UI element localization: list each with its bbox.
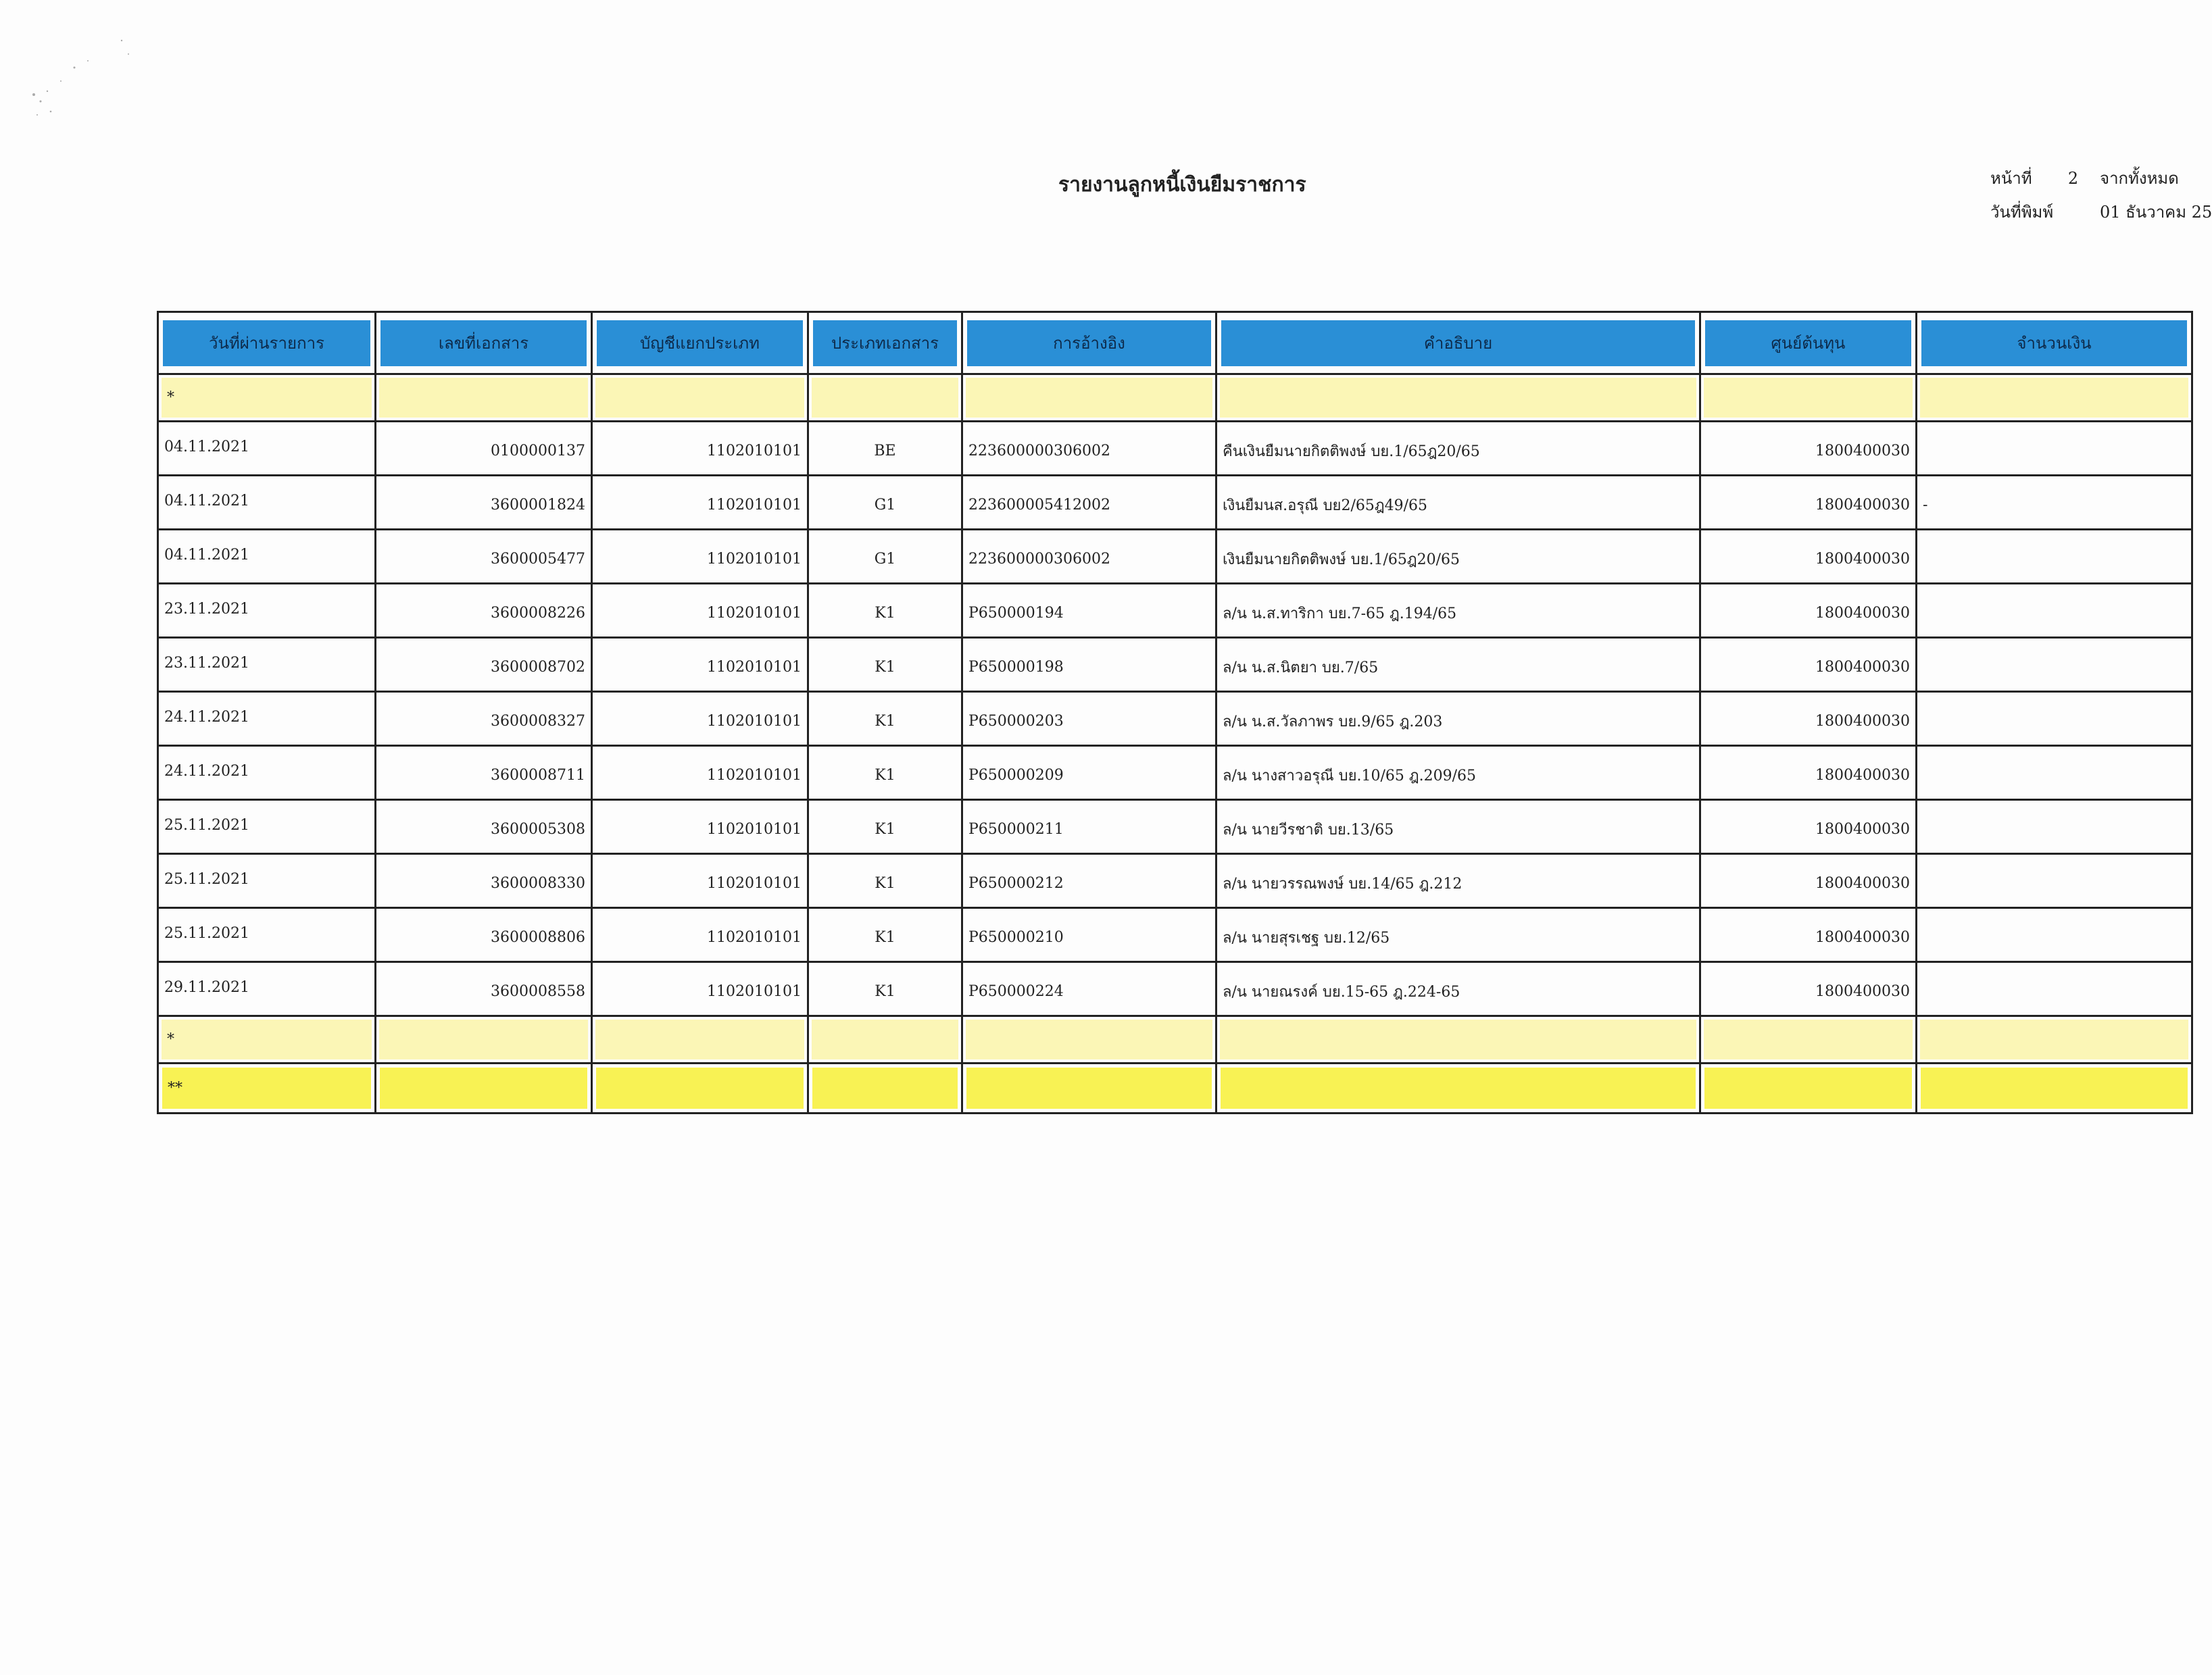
subtotal-cell	[963, 1017, 1217, 1062]
subtotal-cell	[1701, 375, 1917, 420]
report-title: รายงานลูกหนี้เงินยืมราชการ	[1058, 173, 1306, 197]
gl-account-cell: 1102010101	[593, 476, 809, 528]
cost-center-cell: 1800400030	[1701, 530, 1917, 582]
reference-cell: P650000194	[963, 584, 1217, 636]
gl-account-cell: 1102010101	[593, 801, 809, 853]
subtotal-cell	[376, 375, 593, 420]
table-row	[159, 909, 2193, 963]
reference-cell: 223600005412002	[963, 476, 1217, 528]
amount-cell	[1917, 639, 2193, 691]
header-cell	[376, 313, 593, 373]
subtotal-cell	[1917, 375, 2193, 420]
subtotal-cell	[159, 375, 376, 420]
description-cell: ล/น น.ส.ทาริกา บย.7-65 ฎ.194/65	[1217, 584, 1701, 636]
gl-account-cell: 1102010101	[593, 584, 809, 636]
posting-date-cell: 25.11.2021	[159, 801, 376, 853]
subtotal-cell	[1917, 1017, 2193, 1062]
header-document-number: เลขที่เอกสาร	[380, 320, 587, 366]
header-cost-center: ศูนย์ต้นทุน	[1705, 320, 1911, 366]
subtotal-cell	[809, 1017, 963, 1062]
header-cell	[1701, 313, 1917, 373]
document-type-cell: K1	[809, 963, 963, 1015]
amount-cell	[1917, 963, 2193, 1015]
reference-cell: P650000224	[963, 963, 1217, 1015]
debtor-report-table	[157, 311, 2193, 1114]
grand-total-cell	[1217, 1064, 1701, 1112]
header-cell	[809, 313, 963, 373]
grand-total-cell	[376, 1064, 593, 1112]
reference-cell: P650000209	[963, 747, 1217, 799]
document-type-cell: BE	[809, 422, 963, 474]
grand-total-row	[159, 1064, 2193, 1114]
description-cell: เงินยืมนายกิตติพงษ์ บย.1/65ฎ20/65	[1217, 530, 1701, 582]
document-type-cell: K1	[809, 584, 963, 636]
posting-date-cell: 04.11.2021	[159, 476, 376, 528]
table-row	[159, 855, 2193, 909]
header-cell	[1917, 313, 2193, 373]
print-date: 01 ธันวาคม 25	[2100, 203, 2212, 222]
document-type-cell: G1	[809, 476, 963, 528]
grand-total-cell	[1917, 1064, 2193, 1112]
subtotal-cell	[593, 375, 809, 420]
document-number-cell: 3600005477	[376, 530, 593, 582]
header-cell	[1217, 313, 1701, 373]
amount-cell	[1917, 530, 2193, 582]
amount-cell	[1917, 422, 2193, 474]
description-cell: คืนเงินยืมนายกิตติพงษ์ บย.1/65ฎ20/65	[1217, 422, 1701, 474]
header-reference: การอ้างอิง	[967, 320, 1211, 366]
table-row	[159, 747, 2193, 801]
amount-cell	[1917, 693, 2193, 745]
document-type-cell: K1	[809, 909, 963, 961]
subtotal-cell	[1217, 375, 1701, 420]
table-row	[159, 693, 2193, 747]
subtotal-row-top	[159, 375, 2193, 422]
gl-account-cell: 1102010101	[593, 855, 809, 907]
document-type-cell: K1	[809, 639, 963, 691]
gl-account-cell: 1102010101	[593, 693, 809, 745]
description-cell: ล/น นายสุรเชฐ บย.12/65	[1217, 909, 1701, 961]
cost-center-cell: 1800400030	[1701, 639, 1917, 691]
grand-total-cell	[963, 1064, 1217, 1112]
description-cell: ล/น น.ส.วัลภาพร บย.9/65 ฎ.203	[1217, 693, 1701, 745]
cost-center-cell: 1800400030	[1701, 584, 1917, 636]
document-type-cell: K1	[809, 747, 963, 799]
table-header-row	[159, 313, 2193, 375]
grand-total-cell	[159, 1064, 376, 1112]
header-cell	[963, 313, 1217, 373]
cost-center-cell: 1800400030	[1701, 693, 1917, 745]
document-type-cell: K1	[809, 855, 963, 907]
subtotal-cell	[809, 375, 963, 420]
gl-account-cell: 1102010101	[593, 530, 809, 582]
posting-date-cell: 04.11.2021	[159, 530, 376, 582]
cost-center-cell: 1800400030	[1701, 963, 1917, 1015]
document-number-cell: 3600001824	[376, 476, 593, 528]
document-number-cell: 3600008226	[376, 584, 593, 636]
document-number-cell: 3600005308	[376, 801, 593, 853]
grand-total-cell	[809, 1064, 963, 1112]
header-document-type: ประเภทเอกสาร	[813, 320, 957, 366]
header-gl-account: บัญชีแยกประเภท	[597, 320, 803, 366]
cost-center-cell: 1800400030	[1701, 422, 1917, 474]
table-row	[159, 422, 2193, 476]
table-row	[159, 639, 2193, 693]
posting-date-cell: 23.11.2021	[159, 584, 376, 636]
subtotal-cell	[376, 1017, 593, 1062]
reference-cell: P650000211	[963, 801, 1217, 853]
grand-total-cell	[1701, 1064, 1917, 1112]
cost-center-cell: 1800400030	[1701, 476, 1917, 528]
cost-center-cell: 1800400030	[1701, 855, 1917, 907]
description-cell: ล/น นายณรงค์ บย.15-65 ฎ.224-65	[1217, 963, 1701, 1015]
subtotal-cell	[593, 1017, 809, 1062]
amount-cell	[1917, 909, 2193, 961]
amount-cell	[1917, 855, 2193, 907]
posting-date-cell: 25.11.2021	[159, 855, 376, 907]
cost-center-cell: 1800400030	[1701, 801, 1917, 853]
document-number-cell: 3600008711	[376, 747, 593, 799]
posting-date-cell: 04.11.2021	[159, 422, 376, 474]
subtotal-cell	[1701, 1017, 1917, 1062]
document-number-cell: 0100000137	[376, 422, 593, 474]
document-type-cell: G1	[809, 530, 963, 582]
cost-center-cell: 1800400030	[1701, 747, 1917, 799]
posting-date-cell: 24.11.2021	[159, 693, 376, 745]
page-number: 2	[2067, 169, 2079, 188]
document-number-cell: 3600008806	[376, 909, 593, 961]
document-number-cell: 3600008327	[376, 693, 593, 745]
grand-total-marker: **	[162, 1068, 371, 1109]
description-cell: ล/น นายวรรณพงษ์ บย.14/65 ฎ.212	[1217, 855, 1701, 907]
print-date-info	[1990, 199, 2212, 225]
header-cell	[159, 313, 376, 373]
document-number-cell: 3600008702	[376, 639, 593, 691]
page-info	[1990, 165, 2179, 191]
reference-cell: 223600000306002	[963, 422, 1217, 474]
posting-date-cell: 25.11.2021	[159, 909, 376, 961]
subtotal-cell	[1217, 1017, 1701, 1062]
page-label: หน้าที่	[1990, 169, 2032, 188]
reference-cell: P650000203	[963, 693, 1217, 745]
gl-account-cell: 1102010101	[593, 909, 809, 961]
reference-cell: P650000210	[963, 909, 1217, 961]
gl-account-cell: 1102010101	[593, 963, 809, 1015]
posting-date-cell: 29.11.2021	[159, 963, 376, 1015]
scan-speckle	[27, 27, 149, 128]
document-number-cell: 3600008330	[376, 855, 593, 907]
gl-account-cell: 1102010101	[593, 639, 809, 691]
amount-cell	[1917, 747, 2193, 799]
amount-cell	[1917, 584, 2193, 636]
document-number-cell: 3600008558	[376, 963, 593, 1015]
cost-center-cell: 1800400030	[1701, 909, 1917, 961]
reference-cell: 223600000306002	[963, 530, 1217, 582]
subtotal-cell	[159, 1017, 376, 1062]
gl-account-cell: 1102010101	[593, 422, 809, 474]
amount-cell: -	[1917, 476, 2193, 528]
subtotal-cell	[963, 375, 1217, 420]
of-total-label: จากทั้งหมด	[2100, 169, 2179, 188]
table-row	[159, 584, 2193, 639]
print-date-label: วันที่พิมพ์	[1990, 203, 2054, 222]
document-type-cell: K1	[809, 801, 963, 853]
header-posting-date: วันที่ผ่านรายการ	[163, 320, 370, 366]
reference-cell: P650000212	[963, 855, 1217, 907]
description-cell: ล/น นางสาวอรุณี บย.10/65 ฎ.209/65	[1217, 747, 1701, 799]
posting-date-cell: 23.11.2021	[159, 639, 376, 691]
header-amount: จำนวนเงิน	[1921, 320, 2187, 366]
reference-cell: P650000198	[963, 639, 1217, 691]
header-cell	[593, 313, 809, 373]
gl-account-cell: 1102010101	[593, 747, 809, 799]
table-row	[159, 963, 2193, 1017]
table-row	[159, 476, 2193, 530]
data-rows	[159, 422, 2193, 1017]
table-row	[159, 530, 2193, 584]
description-cell: ล/น น.ส.นิตยา บย.7/65	[1217, 639, 1701, 691]
table-row	[159, 801, 2193, 855]
grand-total-cell	[593, 1064, 809, 1112]
posting-date-cell: 24.11.2021	[159, 747, 376, 799]
subtotal-marker: *	[162, 1020, 372, 1059]
subtotal-marker: *	[162, 378, 372, 418]
description-cell: เงินยืมนส.อรุณี บย2/65ฎ49/65	[1217, 476, 1701, 528]
header-description: คำอธิบาย	[1221, 320, 1695, 366]
amount-cell	[1917, 801, 2193, 853]
subtotal-row-bottom	[159, 1017, 2193, 1064]
document-type-cell: K1	[809, 693, 963, 745]
description-cell: ล/น นายวีรชาติ บย.13/65	[1217, 801, 1701, 853]
